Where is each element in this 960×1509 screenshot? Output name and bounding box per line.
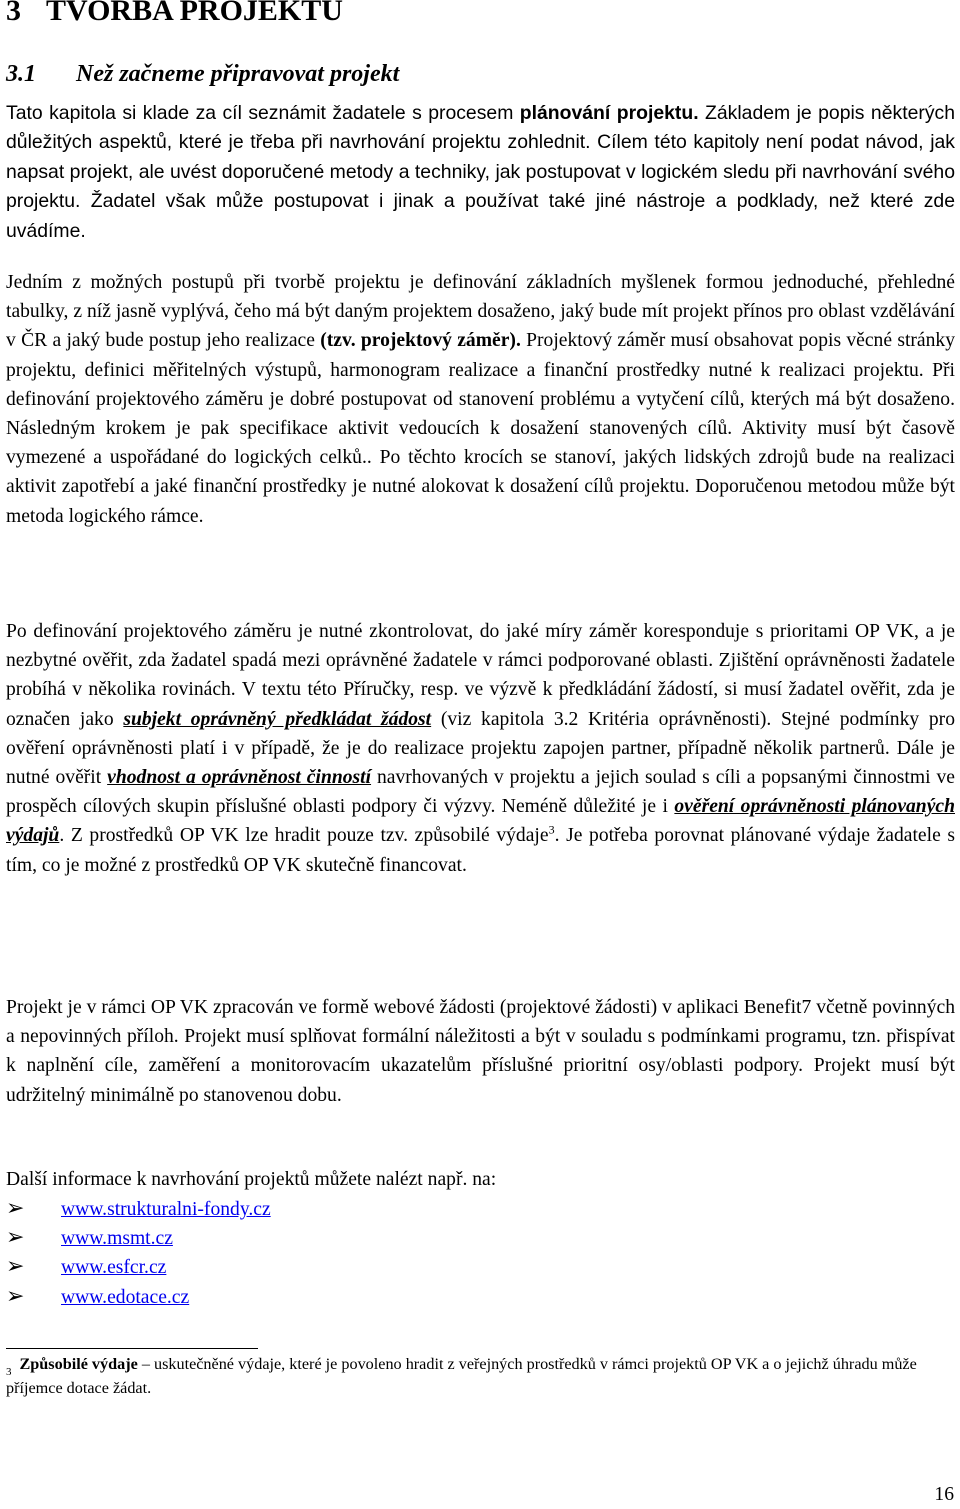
- footnote-text: – uskutečněné výdaje, které je povoleno hradit z veřejných prostředků v rámci projektů OP VK a o jejichž úhradu může příjemce dotace žádat.: [6, 1355, 917, 1397]
- arrow-bullet-icon: ➢: [6, 1283, 25, 1309]
- section-title: Než začneme připravovat projekt: [76, 61, 400, 87]
- footnote-term: Způsobilé výdaje: [19, 1355, 138, 1373]
- footnote-separator: [6, 1348, 258, 1349]
- text-run: navrhovaných v projektu a jejich soulad s cíli a popsanými činnostmi ve prospěch cílových skupin příslušné oblasti podpory či výzvy. Neméně důležité je i: [6, 767, 955, 818]
- chapter-number: 3: [6, 0, 21, 27]
- submission-paragraph: Projekt je v rámci OP VK zpracován ve formě webové žádosti (projektové žádosti) v aplikaci Benefit7 včetně povinných a nepovinných příloh. Projekt musí splňovat formální náležitosti a být v souladu s podmínkami programu, tzn. přispívat k naplnění cíle, zaměření a monitorovacím ukazatelům příslušné prioritní osy/oblasti podpory. Projekt musí být udržitelný minimálně po stanovenou dobu.: [6, 997, 955, 1106]
- more-info-paragraph: Další informace k navrhování projektů můžete nalézt např. na:: [6, 1169, 497, 1190]
- list-item: [6, 1282, 271, 1311]
- links-list: [6, 1194, 271, 1311]
- text-run: Tato kapitola si klade za cíl seznámit žadatele s procesem: [6, 102, 520, 124]
- text-run: . Je potřeba porovnat plánované výdaje žadatele s tím, co je možné z prostředků OP VK skutečně financovat.: [6, 825, 956, 876]
- project-intent-paragraph: [6, 268, 955, 531]
- emphasis-text: vhodnost a oprávněnost činností: [107, 767, 372, 789]
- text-run: . Z prostředků OP VK lze hradit pouze tzv. způsobilé výdaje: [59, 825, 549, 847]
- chapter-title: TVORBA PROJEKTU: [46, 0, 343, 27]
- list-item: [6, 1194, 271, 1223]
- emphasis-text: ověření oprávněnosti plánovaných výdajů: [6, 796, 955, 847]
- arrow-bullet-icon: ➢: [6, 1225, 25, 1251]
- chapter-heading: [6, 0, 343, 28]
- section-number: 3.1: [6, 61, 36, 87]
- intro-paragraph: [6, 99, 955, 246]
- footnote: [6, 1352, 951, 1400]
- text-run: Jedním z možných postupů při tvorbě projektu je definování základních myšlenek formou jednoduché, přehledné tabulky, z níž jasně vyplývá, čeho má být daným projektem dosaženo, jaký bude mít projekt přínos pro oblast vzdělávání v ČR a jaký bude postup jeho realizace: [6, 272, 955, 352]
- section-heading: [6, 59, 399, 89]
- list-item: [6, 1252, 271, 1281]
- eligibility-paragraph: [6, 617, 955, 880]
- text-run: Projektový záměr musí obsahovat popis věcné stránky projektu, definici měřitelných výstupů, harmonogram realizace a finanční prostředky nutné k realizaci projektu. Při definování projektového záměru je dobré postupovat od stanovení problému a vytyčení cílů, kterých má být dosaženo. Následným krokem je pak specifikace aktivit vedoucích k dosažení stanovených cílů. Aktivity musí být časově vymezené a uspořádané do logických celků.. Po těchto krocích se stanoví, jakých lidských zdrojů bude na realizaci aktivit zapotřebí a jaké finanční prostředky je nutné alokovat k dosažení cílů projektu. Doporučenou metodou může být metoda logického rámce.: [6, 330, 955, 527]
- bold-text: (tzv. projektový záměr).: [320, 330, 521, 352]
- arrow-bullet-icon: ➢: [6, 1196, 25, 1221]
- list-item: [6, 1223, 271, 1252]
- text-run: Základem je popis některých důležitých aspektů, které je třeba při navrhování projektu zohlednit. Cílem této kapitoly není podat návod, jak napsat projekt, ale uvést doporučené metody a techniky, jak postupovat v logickém sledu při navrhování svého projektu. Žadatel však může postupovat i jinak a používat také jiné nástroje a podklady, než které zde uvádíme.: [6, 102, 955, 242]
- bold-text: plánování projektu.: [519, 102, 699, 124]
- text-run: Po definování projektového záměru je nutné zkontrolovat, do jaké míry záměr koresponduje s prioritami OP VK, a je nezbytné ověřit, zda žadatel spadá mezi oprávněné žadatele v rámci podporované oblasti. Zjištění oprávněnosti žadatele probíhá v několika rovinách. V textu této Příručky, resp. ve výzvě k předkládání žádostí, si musí žadatel ověřit, zda je označen jako: [6, 621, 955, 730]
- page-number: 16: [934, 1484, 954, 1505]
- link-strukturalni-fondy[interactable]: www.strukturalni-fondy.cz: [61, 1199, 271, 1220]
- link-msmt[interactable]: www.msmt.cz: [61, 1228, 173, 1250]
- link-edotace[interactable]: www.edotace.cz: [61, 1286, 190, 1308]
- link-esfcr[interactable]: www.esfcr.cz: [61, 1257, 167, 1279]
- footnote-mark: 3: [6, 1366, 12, 1378]
- footnote-reference[interactable]: 3: [548, 822, 555, 837]
- emphasis-text: subjekt oprávněný předkládat žádost: [123, 708, 432, 730]
- text-run: (viz kapitola 3.2 Kritéria oprávněnosti). Stejné podmínky pro ověření oprávněnosti platí i v případě, že je do realizace projektu zapojen partner, případně několik partnerů. Dále je nutné ověřit: [6, 708, 955, 789]
- arrow-bullet-icon: ➢: [6, 1254, 25, 1280]
